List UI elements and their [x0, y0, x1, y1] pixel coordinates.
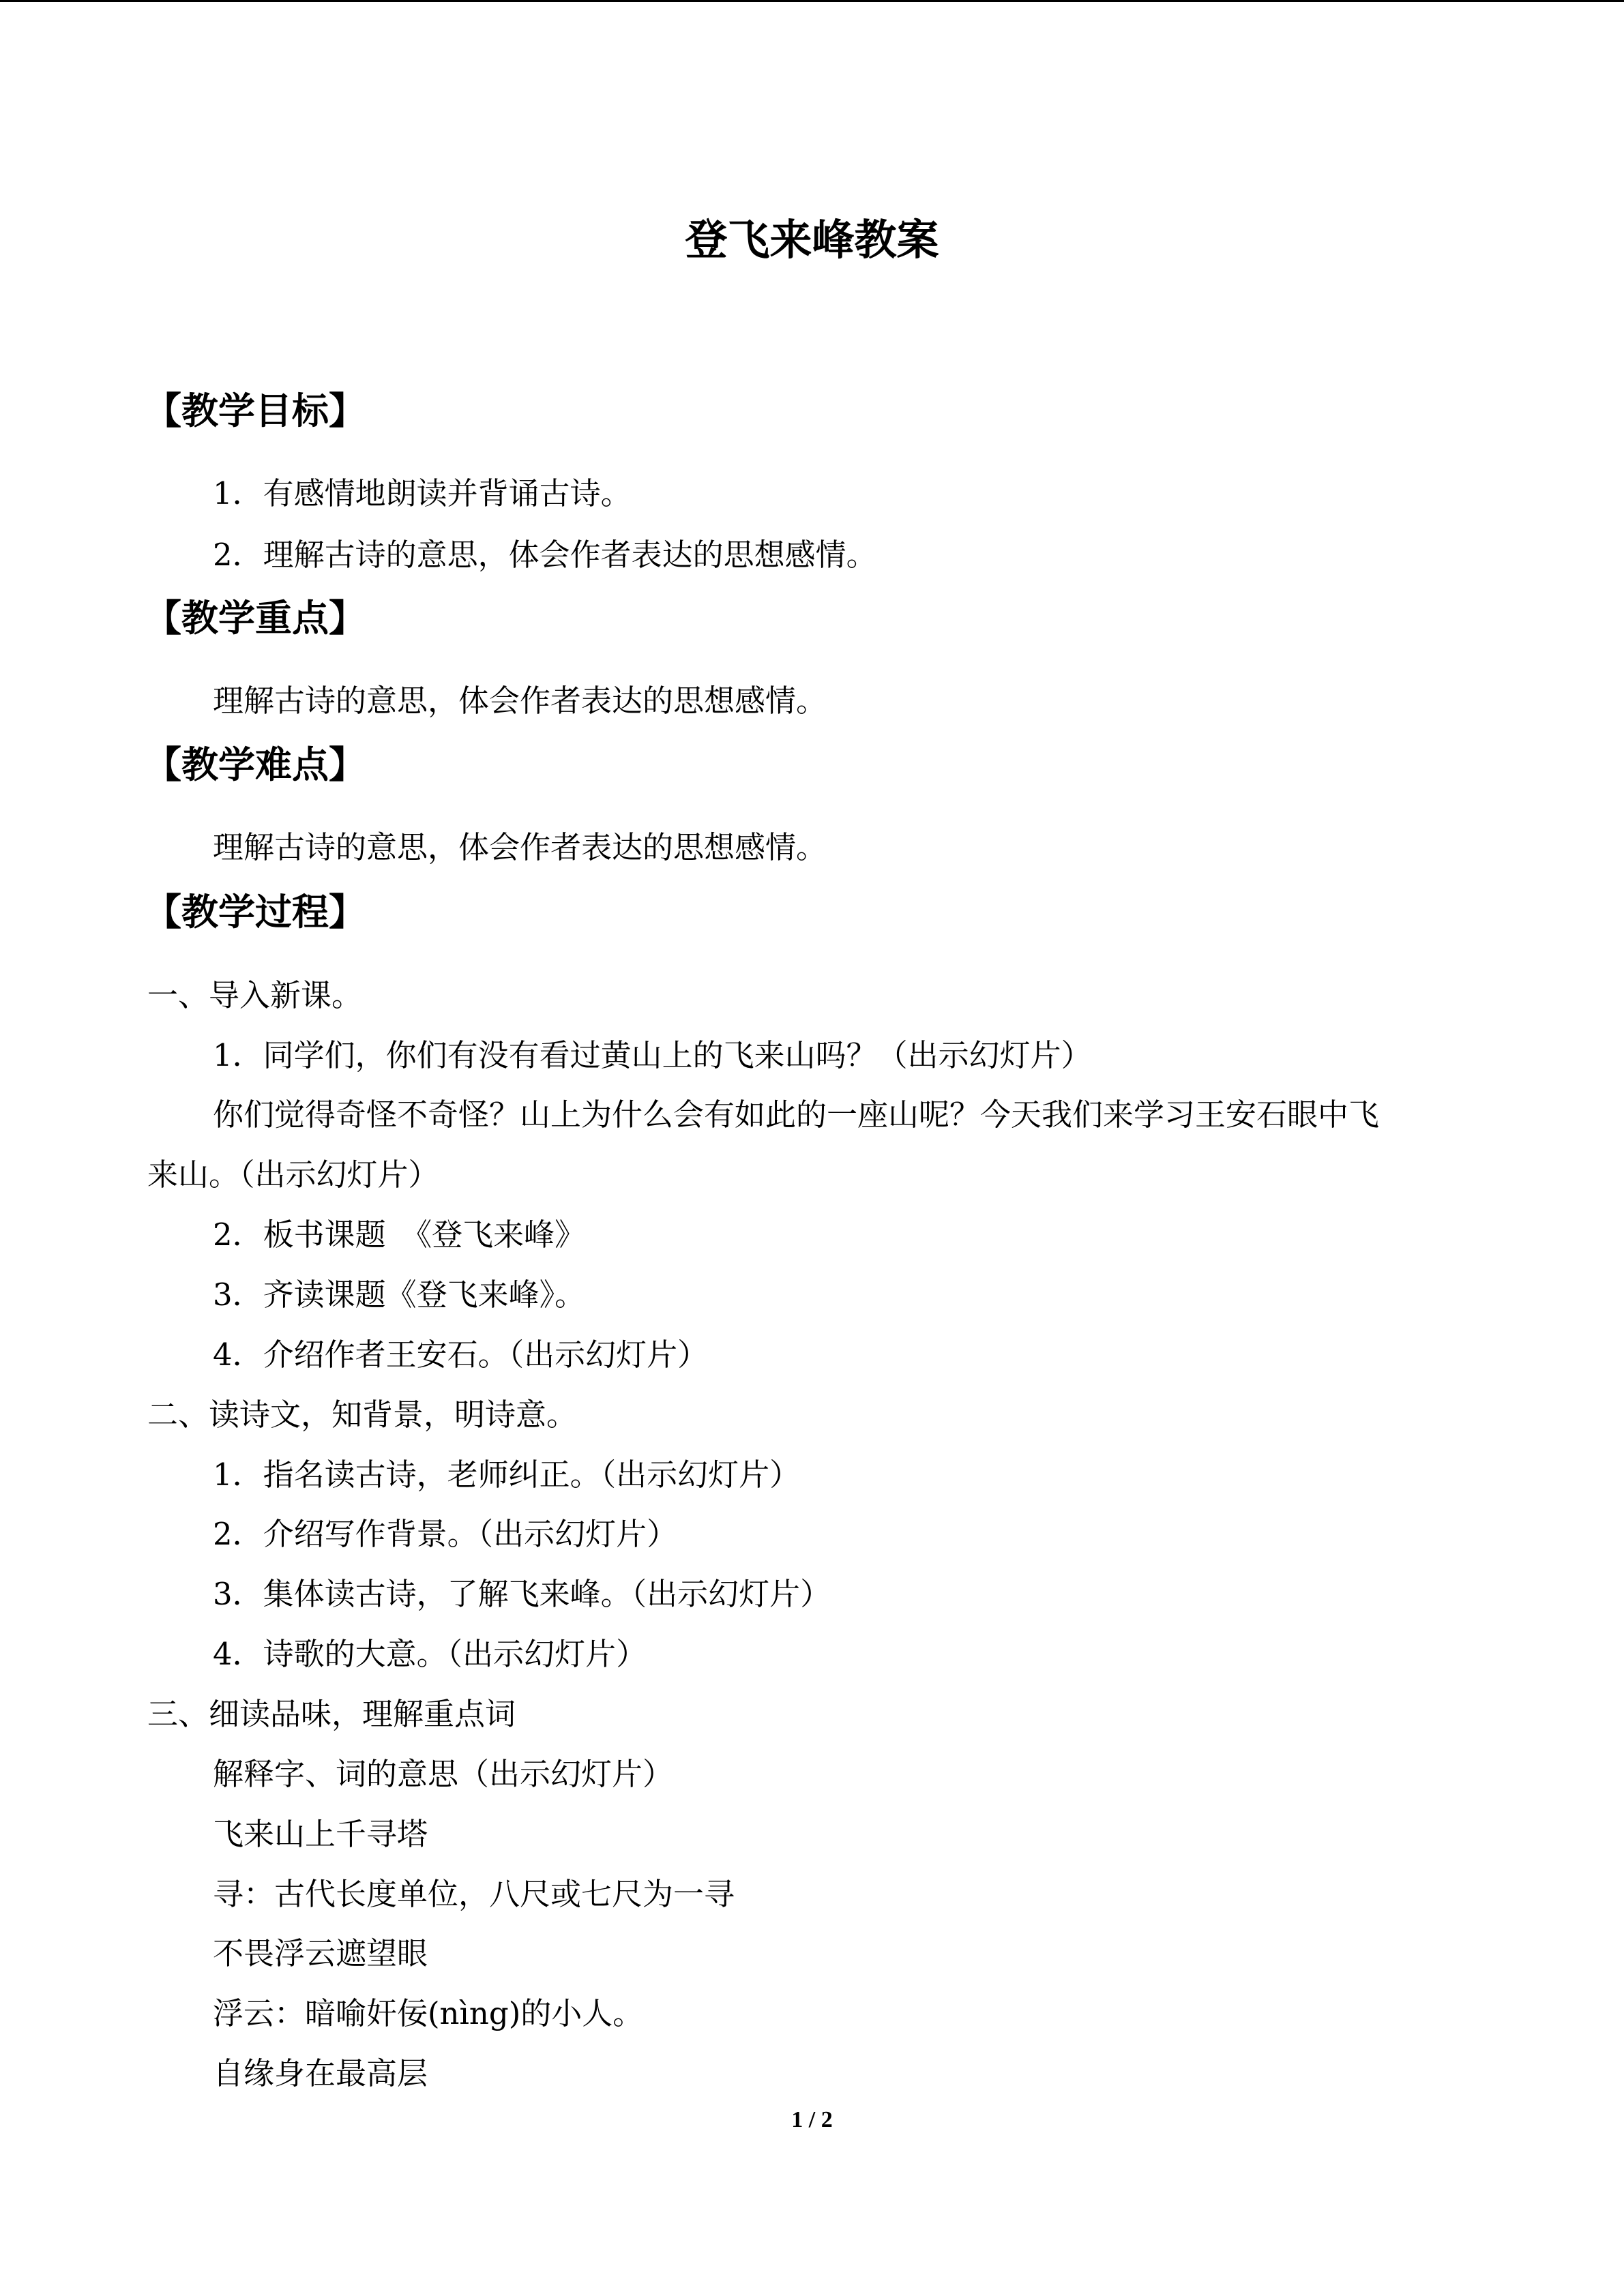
- process-part3-line3: 寻：古代长度单位，八尺或七尺为一寻: [213, 1876, 735, 1912]
- process-part1-paragraph-line1: 你们觉得奇怪不奇怪？山上为什么会有如此的一座山呢？今天我们来学习王安石眼中飞: [213, 1097, 1380, 1133]
- goal-item-2: 2．理解古诗的意思，体会作者表达的思想感情。: [213, 537, 877, 573]
- process-part2-item1: 1．指名读古诗，老师纠正。（出示幻灯片）: [213, 1457, 801, 1493]
- heading-key-points: 【教学重点】: [145, 597, 366, 640]
- page-indicator: 1 / 2: [791, 2107, 833, 2132]
- process-part3-line6: 自缘身在最高层: [213, 2055, 428, 2091]
- process-part3-line4: 不畏浮云遮望眼: [213, 1935, 428, 1971]
- heading-teaching-goals: 【教学目标】: [145, 389, 366, 432]
- process-part1-item1: 1．同学们，你们有没有看过黄山上的飞来山吗？（出示幻灯片）: [213, 1037, 1092, 1073]
- goal-item-1: 1．有感情地朗读并背诵古诗。: [213, 475, 632, 511]
- heading-difficulties: 【教学难点】: [145, 743, 366, 786]
- process-part3-line1: 解释字、词的意思（出示幻灯片）: [213, 1756, 674, 1792]
- key-points-text: 理解古诗的意思，体会作者表达的思想感情。: [213, 683, 827, 719]
- difficulties-text: 理解古诗的意思，体会作者表达的思想感情。: [213, 829, 827, 865]
- process-part3-title: 三、细读品味，理解重点词: [147, 1696, 516, 1732]
- process-part1-paragraph-line2: 来山。（出示幻灯片）: [147, 1157, 439, 1193]
- process-part2-item2: 2．介绍写作背景。（出示幻灯片）: [213, 1516, 678, 1552]
- document-title: 登飞来峰教案: [685, 215, 939, 265]
- process-part1-item3: 3．齐读课题《登飞来峰》。: [213, 1277, 586, 1313]
- page-top-border: [0, 0, 1624, 2]
- heading-teaching-process: 【教学过程】: [145, 891, 366, 934]
- process-part2-item3: 3．集体读古诗，了解飞来峰。（出示幻灯片）: [213, 1576, 831, 1612]
- process-part2-item4: 4．诗歌的大意。（出示幻灯片）: [213, 1636, 647, 1672]
- process-part2-title: 二、读诗文，知背景，明诗意。: [147, 1397, 578, 1433]
- process-part3-line2: 飞来山上千寻塔: [213, 1816, 428, 1852]
- process-part1-item2: 2．板书课题 《登飞来峰》: [213, 1217, 586, 1253]
- process-part3-line5: 浮云：暗喻奸佞(nìng)的小人。: [213, 1995, 644, 2031]
- process-part1-title: 一、导入新课。: [147, 977, 363, 1013]
- process-part1-item4: 4．介绍作者王安石。（出示幻灯片）: [213, 1337, 709, 1373]
